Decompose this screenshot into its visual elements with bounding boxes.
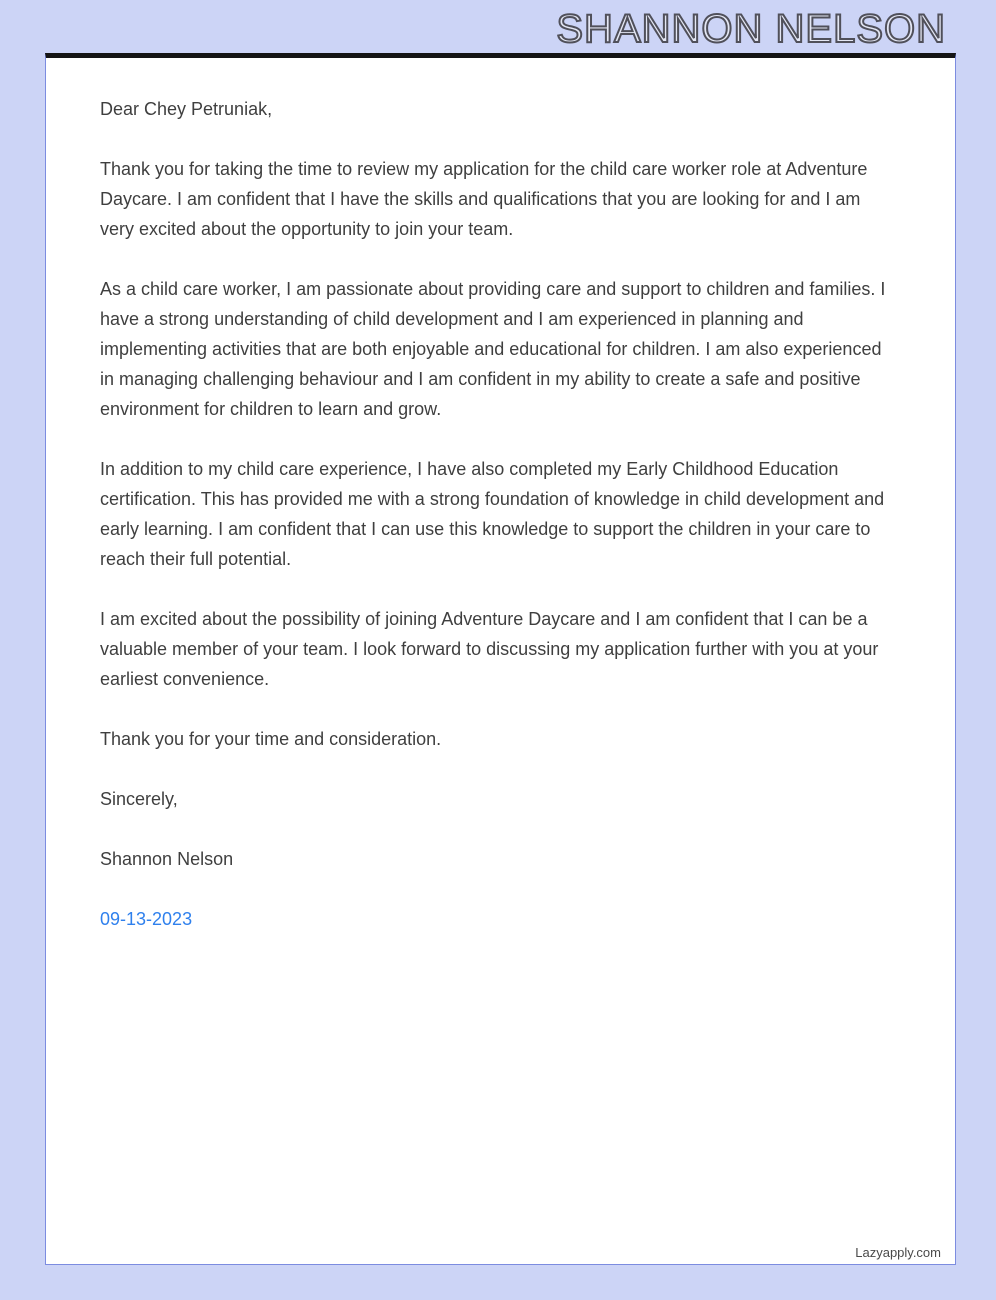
thanks-line: Thank you for your time and consideration. bbox=[100, 729, 442, 749]
brand-watermark: Lazyapply.com bbox=[855, 1245, 941, 1260]
letter-date: 09-13-2023 bbox=[100, 909, 193, 929]
paragraph-experience: As a child care worker, I am passionate about providing care and support to children and families. I have a strong understanding of child development and I am experienced in planning and implementing activities that are both enjoyable and educational for children. I am also experienced in managing challenging behaviour and I am confident in my ability to create a safe and positive environment for children to learn and grow. bbox=[100, 279, 886, 419]
letter-page bbox=[45, 53, 956, 1265]
salutation: Dear Chey Petruniak, bbox=[100, 99, 273, 119]
closing-line: Sincerely, bbox=[100, 789, 178, 809]
paragraph-closing-interest: I am excited about the possibility of joining Adventure Daycare and I am confident that I can be a valuable member of your team. I look forward to discussing my application further with you at your earliest convenience. bbox=[100, 609, 879, 689]
letter-body bbox=[100, 94, 890, 934]
signature-name: Shannon Nelson bbox=[100, 849, 234, 869]
header-name: SHANNON NELSON bbox=[556, 6, 946, 51]
paragraph-education: In addition to my child care experience, I have also completed my Early Childhood Education certification. This has provided me with a strong foundation of knowledge in child development and early learning. I am confident that I can use this knowledge to support the children in your care to reach their full potential. bbox=[100, 459, 885, 569]
page-header bbox=[0, 0, 996, 57]
paragraph-intro: Thank you for taking the time to review my application for the child care worker role at Adventure Daycare. I am confident that I have the skills and qualifications that you are looking for and I am very excited about the opportunity to join your team. bbox=[100, 159, 868, 239]
